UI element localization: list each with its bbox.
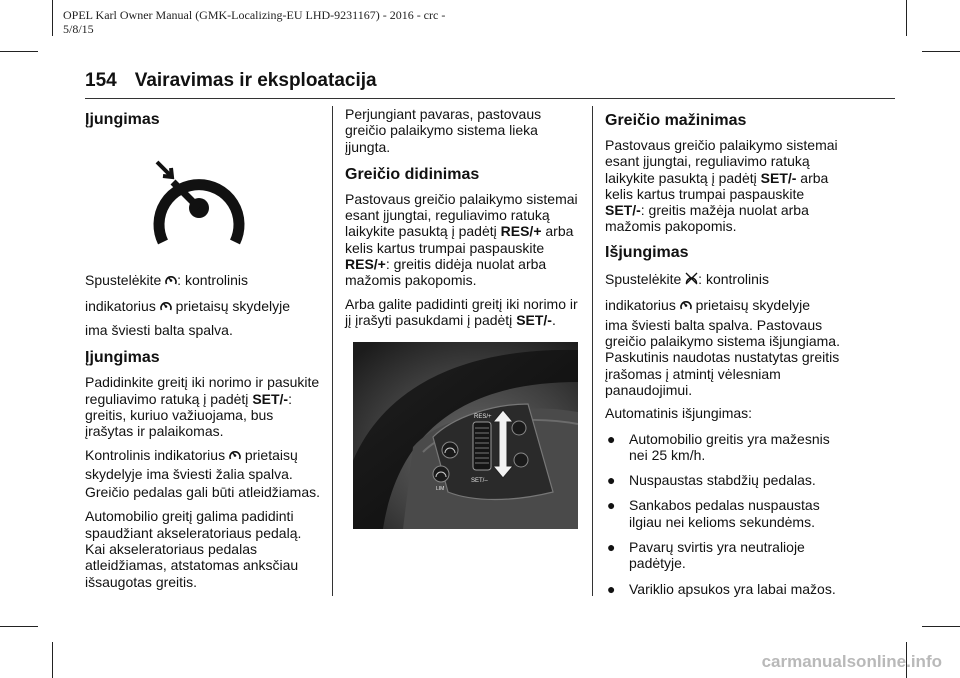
column-divider xyxy=(592,106,593,596)
speedometer-small-icon xyxy=(165,271,177,292)
list-item: ● Automobilio greitis yra mažesnis nei 25 km/h. xyxy=(607,430,830,463)
indicator-after-text: prietaisų skydelyje xyxy=(691,296,810,313)
steering-wheel-controls-image xyxy=(353,342,578,529)
auto-off-list xyxy=(605,431,845,597)
cruise-indicator-icon xyxy=(229,447,241,465)
list-item: ● Pavarų svirtis yra neutralioje padėtyje. xyxy=(607,539,805,572)
crop-mark xyxy=(0,626,38,627)
auto-off-label: Automatinis išjungimas: xyxy=(605,405,753,422)
page-title: Vairavimas ir eksploatacija xyxy=(134,70,377,91)
cruise-indicator-icon xyxy=(680,296,692,317)
cruise-indicator-icon xyxy=(160,297,172,318)
column-1 xyxy=(85,106,320,597)
bullet-icon: ● xyxy=(607,430,616,447)
tap-after-text: : kontrolinis xyxy=(177,272,248,288)
list-item: ● Nuspaustas stabdžių pedalas. xyxy=(607,472,816,489)
list-item: ● Sankabos pedalas nuspaustas ilgiau nei kelioms sekundėms. xyxy=(607,497,820,530)
wheel-label-lim: LIM xyxy=(436,486,445,492)
cruise-cancel-icon xyxy=(685,270,698,291)
crop-mark xyxy=(906,0,907,36)
crop-mark xyxy=(52,0,53,36)
wheel-label-set: SET/– xyxy=(471,478,488,484)
section-heading-activation-2: Įjungimas xyxy=(85,349,160,367)
meta-line-2: 5/8/15 xyxy=(63,22,94,36)
wheel-label-res: RES/+ xyxy=(474,414,492,420)
white-light-text: ima šviesti balta spalva. xyxy=(85,322,233,338)
list-item: ● Variklio apsukos yra labai mažos. xyxy=(607,580,836,597)
paragraph-accelerate: Automobilio greitį galima padidinti spaudžiant akseleratoriaus pedalą. Kai akseleratoriaus pedalas atleidžiamas, atstatomas anksčiau išsaugotas greitis. xyxy=(85,508,302,590)
indicator-text: indikatorius xyxy=(85,298,156,314)
header-rule xyxy=(85,98,895,99)
speedometer-icon xyxy=(151,160,247,250)
indicator-after-text: prietaisų skydelyje xyxy=(171,298,290,314)
paragraph-gear-change: Perjungiant pavaras, pastovaus greičio palaikymo sistema lieka įjungta. xyxy=(345,106,542,155)
column-divider xyxy=(332,106,333,596)
meta-line-1: OPEL Karl Owner Manual (GMK-Localizing-EU LHD-9231167) - 2016 - crc - xyxy=(63,8,446,22)
indicator-text: indikatorius xyxy=(605,296,676,313)
section-heading-activation-1: Įjungimas xyxy=(85,111,160,128)
crop-mark xyxy=(922,626,960,627)
crop-mark xyxy=(52,642,53,678)
watermark: carmanualsonline.info xyxy=(761,652,942,671)
document-meta xyxy=(63,8,543,36)
indicator-line xyxy=(85,296,320,318)
page-header xyxy=(85,70,377,92)
paragraph-set-speed: Padidinkite greitį iki norimo ir pasukite reguliavimo ratuką į padėtį SET/-: greitis, kuriuo važiuojama, bus įrašytas ir palaikomas. xyxy=(85,374,320,440)
indicator-line-off xyxy=(605,295,845,317)
tap-instruction xyxy=(85,270,320,292)
bullet-icon: ● xyxy=(607,580,616,597)
crop-mark xyxy=(922,51,960,52)
tap-text: Spustelėkite xyxy=(85,272,162,288)
column-2 xyxy=(345,106,580,335)
bullet-icon: ● xyxy=(607,472,616,489)
paragraph-increase: Pastovaus greičio palaikymo sistemai esant įjungtai, reguliavimo ratuką laikykite pasuktą į padėtį RES/+ arba kelis kartus trumpai paspauskite RES/+: greitis didėja nuolat arba mažomis pakopomis. xyxy=(345,190,578,289)
column-3 xyxy=(605,106,845,606)
paragraph-green-indicator: Kontrolinis indikatorius prietaisų skydelyje ima šviesti žalia spalva. Greičio pedalas gali būti atleidžiamas. xyxy=(85,447,321,501)
section-heading-deactivation: Išjungimas xyxy=(605,243,689,261)
tap-instruction-off xyxy=(605,269,845,291)
section-heading-speed-decrease: Greičio mažinimas xyxy=(605,112,747,129)
section-heading-speed-increase: Greičio didinimas xyxy=(345,165,480,183)
tap-after-text: : kontrolinis xyxy=(698,270,769,287)
paragraph-deactivation: ima šviesti balta spalva. Pastovaus greičio palaikymo sistema išjungiama. Paskutinis naudotas nustatytas greitis įrašomas į atmintį vėlesniam panaudojimui. xyxy=(605,316,840,398)
paragraph-decrease: Pastovaus greičio palaikymo sistemai esant įjungtai, reguliavimo ratuką laikykite pasuktą į padėtį SET/- arba kelis kartus trumpai paspauskite SET/-: greitis mažėja nuolat arba mažomis pakopomis. xyxy=(605,137,838,235)
bullet-icon: ● xyxy=(607,497,616,514)
paragraph-increase-alt: Arba galite padidinti greitį iki norimo ir jį įrašyti pasukdami į padėtį SET/-. xyxy=(345,295,578,328)
crop-mark xyxy=(0,51,38,52)
page-number: 154 xyxy=(85,70,117,91)
tap-text: Spustelėkite xyxy=(605,270,682,287)
bullet-icon: ● xyxy=(607,539,616,556)
